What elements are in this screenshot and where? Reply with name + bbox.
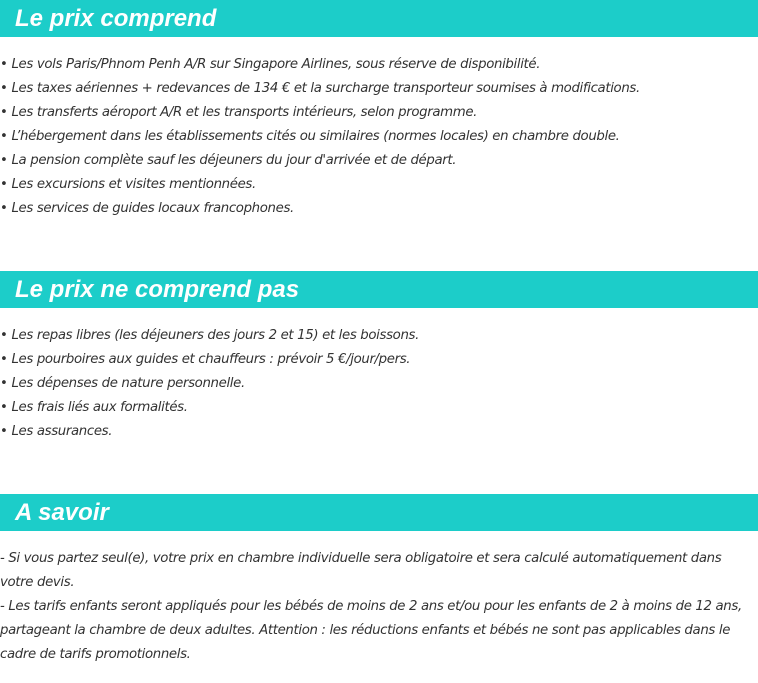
list-item: • Les taxes aériennes + redevances de 134 € et la surcharge transporteur soumises à modifications. (0, 77, 756, 101)
section-header-price-includes: Le prix comprend (0, 0, 758, 37)
bullet-icon: • (0, 105, 8, 120)
bullet-icon: • (0, 81, 8, 96)
note-paragraph-single-traveler: - Si vous partez seul(e), votre prix en chambre individuelle sera obligatoire et sera calculé automatiquement dans votre devis. (0, 551, 722, 590)
list-item: • Les assurances. (0, 420, 756, 444)
bullet-icon: • (0, 153, 8, 168)
bullet-icon: • (0, 376, 8, 391)
bullet-icon: • (0, 57, 8, 72)
list-item: • Les frais liés aux formalités. (0, 396, 756, 420)
bullet-icon: • (0, 352, 8, 367)
list-item: • Les repas libres (les déjeuners des jours 2 et 15) et les boissons. (0, 324, 756, 348)
bullet-icon: • (0, 177, 8, 192)
price-includes-list (0, 53, 756, 221)
section-header-good-to-know: A savoir (0, 494, 758, 531)
list-item: • Les vols Paris/Phnom Penh A/R sur Singapore Airlines, sous réserve de disponibilité. (0, 53, 756, 77)
bullet-icon: • (0, 201, 8, 216)
bullet-icon: • (0, 328, 8, 343)
bullet-icon: • (0, 424, 8, 439)
list-item: • Les transferts aéroport A/R et les transports intérieurs, selon programme. (0, 101, 756, 125)
list-item: • L’hébergement dans les établissements cités ou similaires (normes locales) en chambre double. (0, 125, 756, 149)
bullet-icon: • (0, 400, 8, 415)
list-item: • Les excursions et visites mentionnées. (0, 173, 756, 197)
list-item: • Les dépenses de nature personnelle. (0, 372, 756, 396)
list-item: • La pension complète sauf les déjeuners du jour d'arrivée et de départ. (0, 149, 756, 173)
bullet-icon: • (0, 129, 8, 144)
list-item: • Les pourboires aux guides et chauffeurs : prévoir 5 €/jour/pers. (0, 348, 756, 372)
price-excludes-list (0, 324, 756, 444)
note-paragraph-child-rates: - Les tarifs enfants seront appliqués pour les bébés de moins de 2 ans et/ou pour les enfants de 2 à moins de 12 ans, partageant la chambre de deux adultes. Attention : les réductions enfants et bébés ne sont pas applicables dans le cadre de tarifs promotionnels. (0, 599, 742, 662)
list-item: • Les services de guides locaux francophones. (0, 197, 756, 221)
section-header-price-excludes: Le prix ne comprend pas (0, 271, 758, 308)
